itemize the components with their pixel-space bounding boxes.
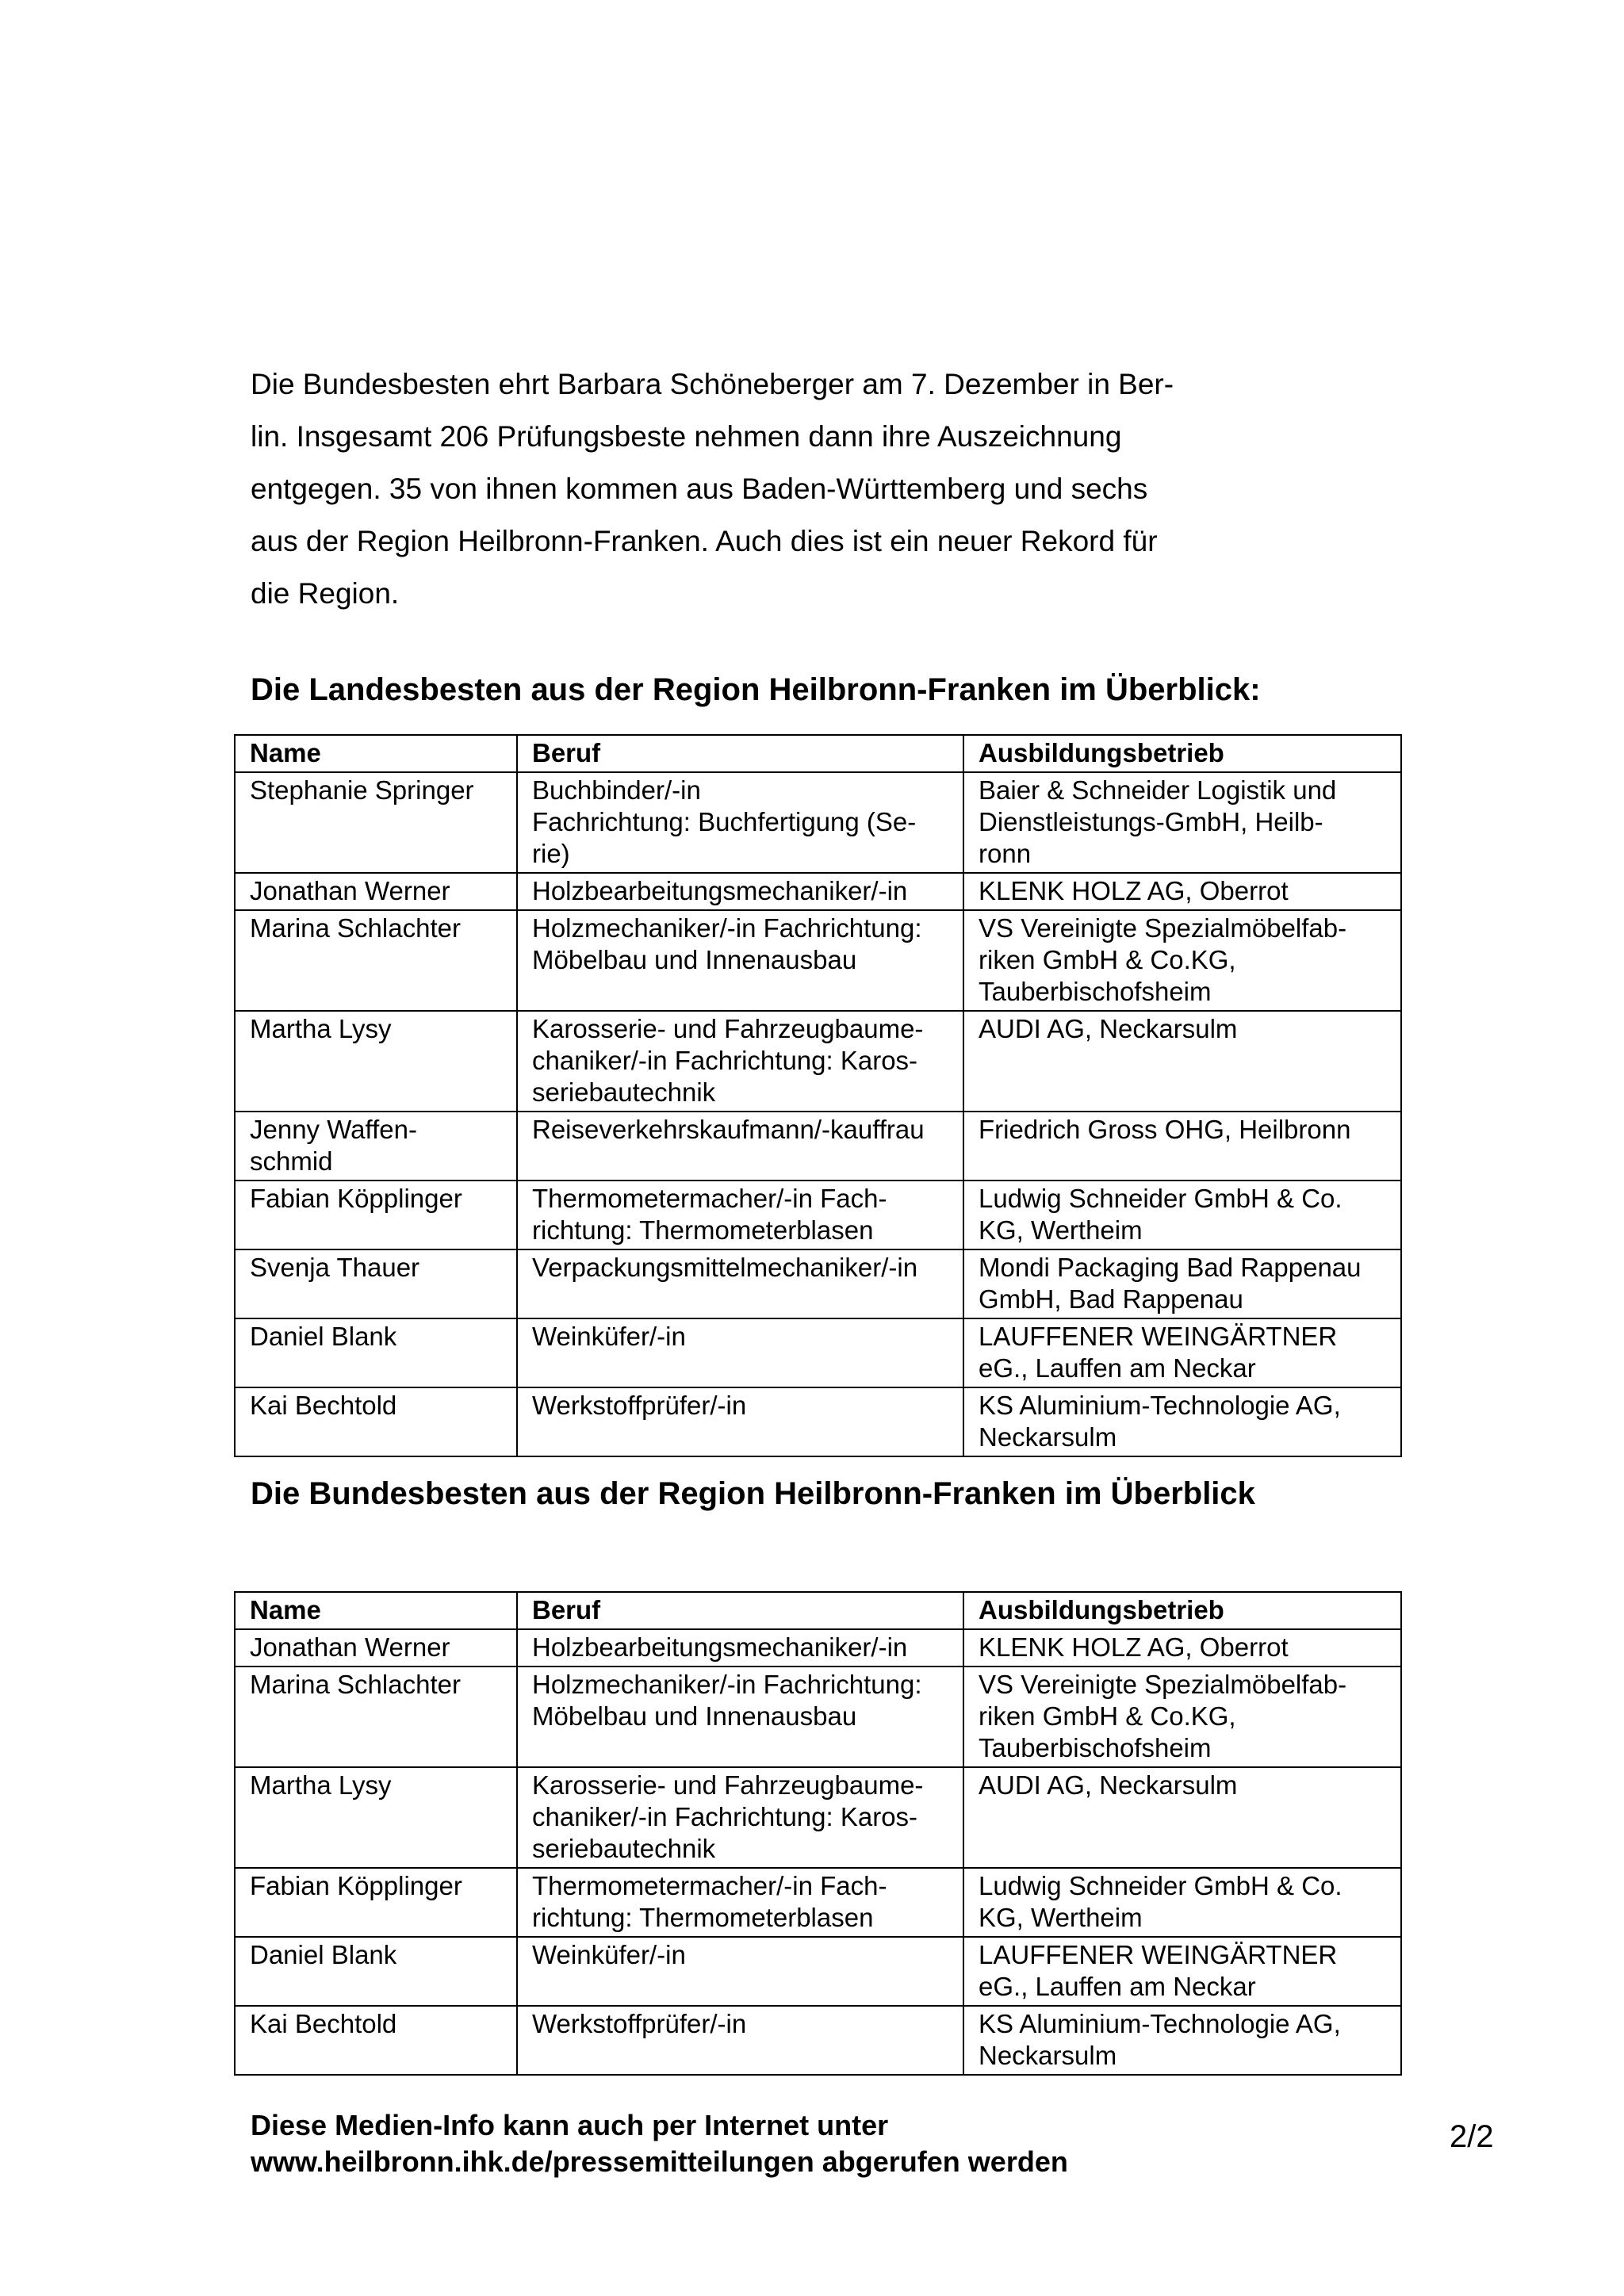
cell-text: Marina Schlachter [250,1670,461,1699]
table-row [235,873,1401,910]
cell-text: KLENK HOLZ AG, Oberrot [979,1632,1289,1662]
cell-text: VS Vereinigte Spezialmöbelfab- [979,913,1347,943]
cell-text: Baier & Schneider Logistik und [979,775,1337,805]
cell-betrieb [963,1937,1401,2006]
intro-line: die Region. [251,577,400,610]
page-number: 2/2 [1450,2119,1494,2154]
cell-text: Möbelbau und Innenausbau [532,945,857,974]
cell-text: Möbelbau und Innenausbau [532,1701,857,1731]
cell-text: Holzbearbeitungsmechaniker/-in [532,1632,908,1662]
cell-text: schmid [250,1146,333,1176]
header-beruf: Beruf [517,1592,963,1629]
cell-text: VS Vereinigte Spezialmöbelfab- [979,1670,1347,1699]
cell-beruf [517,1011,963,1112]
header-name: Name [235,1592,517,1629]
cell-betrieb [963,1112,1401,1181]
cell-text: Fachrichtung: Buchfertigung (Se- [532,807,917,836]
cell-text: ronn [979,839,1032,868]
footer-url: www.heilbronn.ihk.de/pressemitteilungen abgerufen werden [251,2145,1068,2178]
cell-text: Neckarsulm [979,2041,1117,2070]
cell-text: Fabian Köpplinger [250,1871,462,1900]
table-row [235,1011,1401,1112]
cell-name [235,1937,517,2006]
footer-note [251,2107,1068,2180]
cell-text: Jonathan Werner [250,876,450,905]
cell-beruf [517,1667,963,1767]
header-betrieb: Ausbildungsbetrieb [963,735,1401,772]
cell-name [235,1112,517,1181]
intro-line: entgegen. 35 von ihnen kommen aus Baden-Württemberg und sechs [251,473,1148,505]
cell-text: Neckarsulm [979,1422,1117,1452]
cell-text: KS Aluminium-Technologie AG, [979,1391,1341,1420]
cell-text: Thermometermacher/-in Fach- [532,1871,887,1900]
cell-text: Tauberbischofsheim [979,1733,1212,1762]
cell-name [235,1387,517,1456]
cell-beruf [517,1767,963,1868]
cell-beruf [517,1318,963,1387]
cell-text: chaniker/-in Fachrichtung: Karos- [532,1802,918,1831]
cell-beruf [517,1387,963,1456]
cell-name [235,1318,517,1387]
table-row [235,772,1401,873]
table-row [235,1667,1401,1767]
cell-text: Holzmechaniker/-in Fachrichtung: [532,913,922,943]
cell-name [235,1868,517,1937]
cell-text: Reiseverkehrskaufmann/-kauffrau [532,1115,925,1144]
cell-text: Martha Lysy [250,1014,392,1043]
intro-paragraph [251,358,1234,620]
cell-text: Ludwig Schneider GmbH & Co. [979,1871,1342,1900]
cell-text: Kai Bechtold [250,1391,397,1420]
cell-name [235,873,517,910]
cell-text: Daniel Blank [250,1940,397,1969]
cell-text: Jenny Waffen- [250,1115,417,1144]
cell-text: AUDI AG, Neckarsulm [979,1770,1238,1800]
cell-text: Werkstoffprüfer/-in [532,2009,747,2038]
cell-text: KG, Wertheim [979,1903,1143,1932]
cell-text: KLENK HOLZ AG, Oberrot [979,876,1289,905]
cell-betrieb [963,1011,1401,1112]
cell-betrieb [963,1767,1401,1868]
cell-text: LAUFFENER WEINGÄRTNER [979,1322,1338,1351]
cell-text: Friedrich Gross OHG, Heilbronn [979,1115,1351,1144]
header-beruf: Beruf [517,735,963,772]
cell-text: Holzmechaniker/-in Fachrichtung: [532,1670,922,1699]
intro-line: aus der Region Heilbronn-Franken. Auch dies ist ein neuer Rekord für [251,525,1158,557]
intro-line: Die Bundesbesten ehrt Barbara Schöneberger am 7. Dezember in Ber- [251,368,1174,400]
cell-betrieb [963,772,1401,873]
cell-text: Svenja Thauer [250,1253,420,1282]
cell-betrieb [963,1387,1401,1456]
cell-text: Weinküfer/-in [532,1322,686,1351]
table-row [235,1868,1401,1937]
cell-text: Weinküfer/-in [532,1940,686,1969]
cell-text: eG., Lauffen am Neckar [979,1353,1256,1383]
table-header-row [235,735,1401,772]
cell-name [235,772,517,873]
cell-text: riken GmbH & Co.KG, [979,945,1236,974]
cell-text: riken GmbH & Co.KG, [979,1701,1236,1731]
cell-text: Fabian Köpplinger [250,1184,462,1213]
cell-text: Thermometermacher/-in Fach- [532,1184,887,1213]
cell-text: richtung: Thermometerblasen [532,1903,874,1932]
cell-beruf [517,873,963,910]
cell-text: Verpackungsmittelmechaniker/-in [532,1253,918,1282]
table-row [235,1249,1401,1318]
cell-text: seriebautechnik [532,1077,716,1107]
cell-betrieb [963,1667,1401,1767]
cell-text: Holzbearbeitungsmechaniker/-in [532,876,908,905]
cell-text: Karosserie- und Fahrzeugbaume- [532,1770,924,1800]
cell-name [235,1011,517,1112]
bundesbesten-table [234,1591,1402,2076]
cell-betrieb [963,2006,1401,2075]
cell-name [235,1629,517,1667]
cell-text: richtung: Thermometerblasen [532,1215,874,1245]
cell-betrieb [963,1181,1401,1249]
cell-text: Ludwig Schneider GmbH & Co. [979,1184,1342,1213]
table-row [235,1387,1401,1456]
cell-text: Karosserie- und Fahrzeugbaume- [532,1014,924,1043]
landesbesten-heading: Die Landesbesten aus der Region Heilbronn-Franken im Überblick: [251,672,1261,707]
landesbesten-table [234,734,1402,1457]
table-header-row [235,1592,1401,1629]
cell-betrieb [963,1868,1401,1937]
footer-line-1: Diese Medien-Info kann auch per Internet unter [251,2109,889,2141]
cell-beruf [517,1629,963,1667]
cell-beruf [517,1249,963,1318]
cell-text: KG, Wertheim [979,1215,1143,1245]
table-row [235,1112,1401,1181]
bundesbesten-heading: Die Bundesbesten aus der Region Heilbronn-Franken im Überblick [251,1476,1255,1511]
cell-text: Dienstleistungs-GmbH, Heilb- [979,807,1323,836]
cell-betrieb [963,1318,1401,1387]
cell-name [235,1249,517,1318]
cell-text: seriebautechnik [532,1834,716,1863]
table-row [235,1629,1401,1667]
cell-text: KS Aluminium-Technologie AG, [979,2009,1341,2038]
cell-text: chaniker/-in Fachrichtung: Karos- [532,1046,918,1075]
cell-beruf [517,1181,963,1249]
cell-text: Daniel Blank [250,1322,397,1351]
header-name: Name [235,735,517,772]
cell-beruf [517,1112,963,1181]
table-row [235,910,1401,1011]
table-row [235,1318,1401,1387]
cell-text: Werkstoffprüfer/-in [532,1391,747,1420]
table-row [235,1767,1401,1868]
cell-beruf [517,1868,963,1937]
cell-betrieb [963,1249,1401,1318]
cell-beruf [517,772,963,873]
cell-name [235,910,517,1011]
cell-text: eG., Lauffen am Neckar [979,1972,1256,2001]
cell-beruf [517,910,963,1011]
cell-text: Buchbinder/-in [532,775,701,805]
cell-beruf [517,2006,963,2075]
cell-text: Martha Lysy [250,1770,392,1800]
intro-line: lin. Insgesamt 206 Prüfungsbeste nehmen dann ihre Auszeichnung [251,420,1122,453]
table-row [235,2006,1401,2075]
landesbesten-rows [235,772,1401,1456]
cell-text: Jonathan Werner [250,1632,450,1662]
cell-name [235,2006,517,2075]
cell-text: Mondi Packaging Bad Rappenau [979,1253,1362,1282]
cell-betrieb [963,1629,1401,1667]
cell-name [235,1767,517,1868]
cell-text: Kai Bechtold [250,2009,397,2038]
cell-text: Marina Schlachter [250,913,461,943]
cell-name [235,1667,517,1767]
cell-name [235,1181,517,1249]
bundesbesten-rows [235,1629,1401,2075]
cell-text: Stephanie Springer [250,775,474,805]
table-row [235,1937,1401,2006]
table-row [235,1181,1401,1249]
cell-text: rie) [532,839,570,868]
cell-betrieb [963,910,1401,1011]
cell-text: AUDI AG, Neckarsulm [979,1014,1238,1043]
cell-beruf [517,1937,963,2006]
cell-text: GmbH, Bad Rappenau [979,1284,1243,1314]
cell-betrieb [963,873,1401,910]
header-betrieb: Ausbildungsbetrieb [963,1592,1401,1629]
cell-text: LAUFFENER WEINGÄRTNER [979,1940,1338,1969]
cell-text: Tauberbischofsheim [979,977,1212,1006]
